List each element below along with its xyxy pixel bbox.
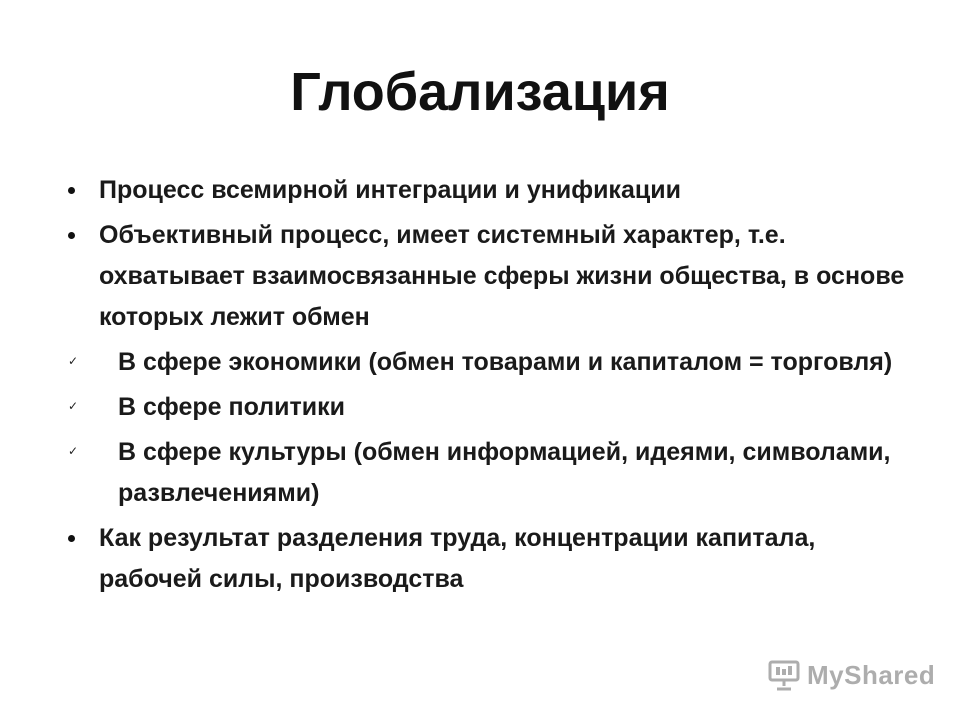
myshared-watermark	[767, 655, 935, 695]
bullet-item	[62, 170, 912, 211]
presentation-screen-icon	[767, 658, 801, 692]
bullet-item	[62, 518, 912, 600]
bullet-text: В сфере культуры (обмен информацией, идеями, символами, развлечениями)	[118, 438, 891, 507]
slide-title: Глобализация	[290, 62, 670, 122]
bullet-text: Как результат разделения труда, концентрации капитала, рабочей силы, производства	[99, 524, 816, 593]
bullet-text: В сфере политики	[118, 393, 345, 421]
sub-bullet-item	[62, 342, 912, 383]
bullet-text: Объективный процесс, имеет системный характер, т.е. охватывает взаимосвязанные сферы жизни общества, в основе которых лежит обмен	[99, 221, 905, 331]
bullet-list	[62, 170, 912, 604]
bullet-text: В сфере экономики (обмен товарами и капиталом = торговля)	[118, 348, 893, 376]
bullet-dot-icon	[68, 232, 75, 239]
sub-bullet-item	[62, 432, 912, 514]
bullet-dot-icon	[68, 187, 75, 194]
bullet-item	[62, 215, 912, 338]
watermark-text: MyShared	[807, 659, 936, 690]
bullet-dot-icon	[68, 535, 75, 542]
sub-bullet-item	[62, 387, 912, 428]
checkmark-icon: ✓	[68, 354, 79, 368]
bullet-text: Процесс всемирной интеграции и унификации	[99, 176, 681, 204]
checkmark-icon: ✓	[68, 399, 79, 413]
checkmark-icon: ✓	[68, 444, 79, 458]
